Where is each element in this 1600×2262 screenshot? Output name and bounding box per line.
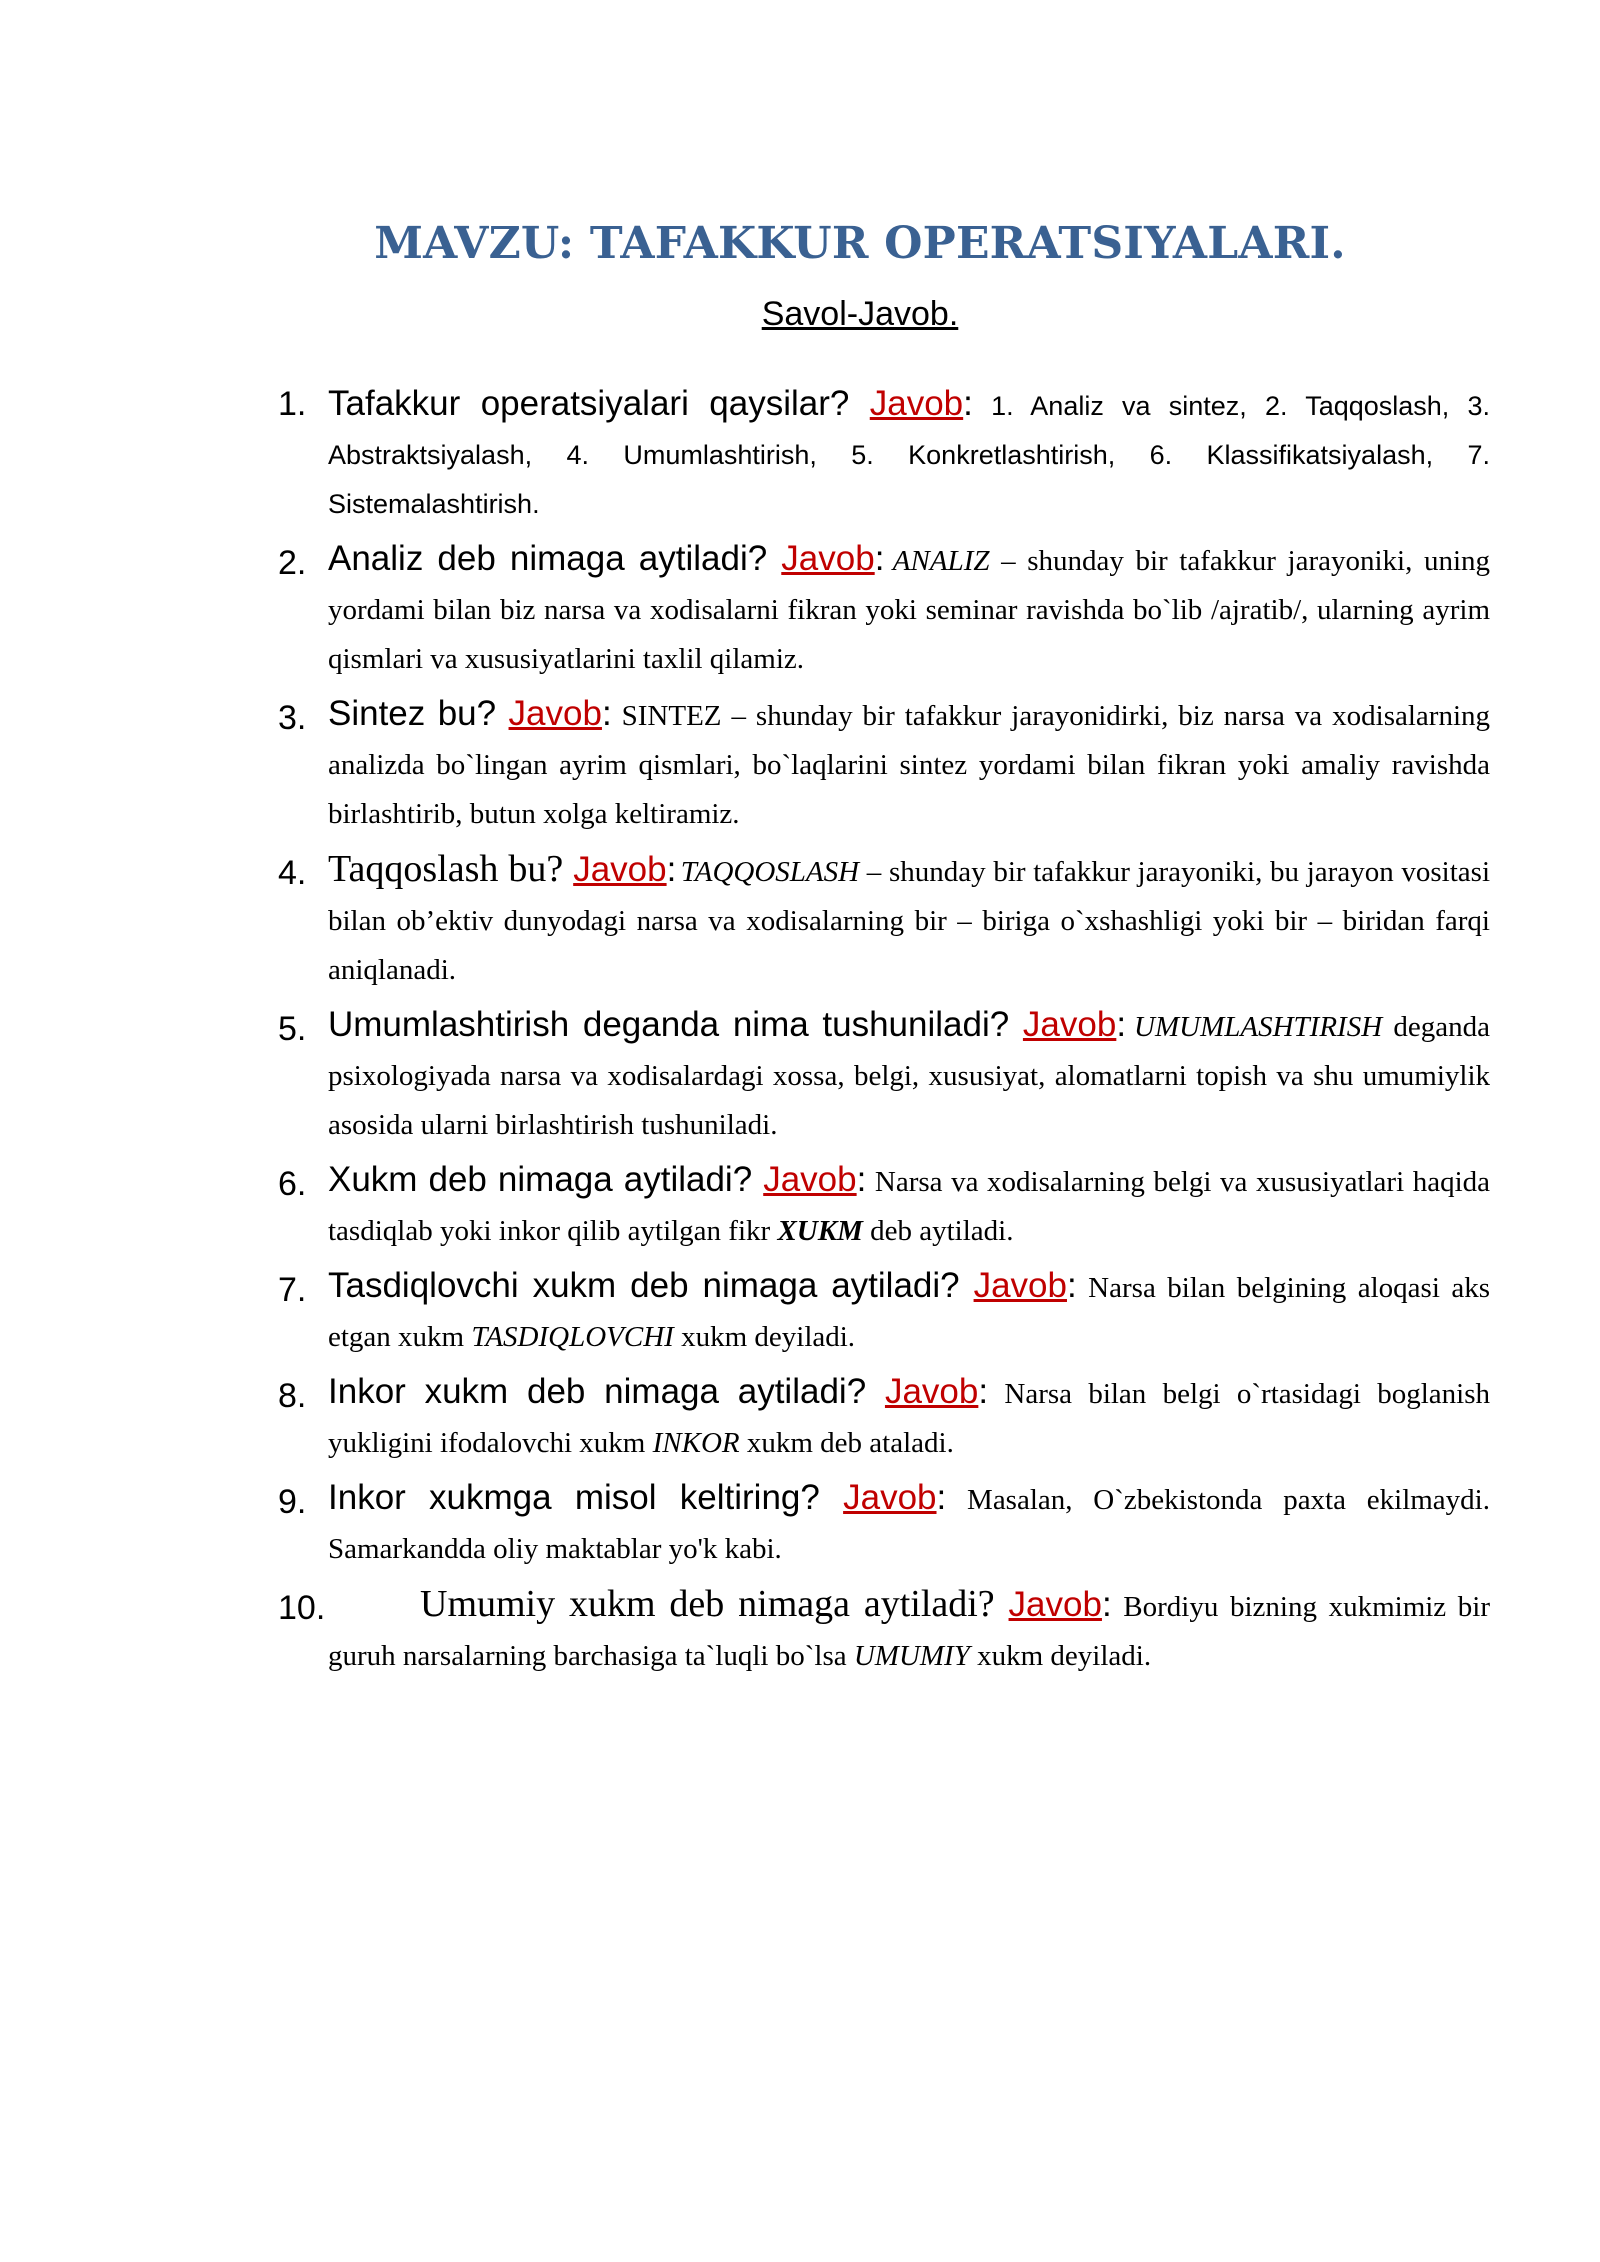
question: Umumlashtirish deganda nima tushuniladi? — [328, 1005, 1023, 1044]
answer: Narsa bilan belgining aloqasi aks etgan xukm — [328, 1272, 1490, 1353]
colon: : — [1066, 1266, 1077, 1305]
answer: Masalan, O`zbekistonda paxta ekilmaydi. Samarkandda oliy maktablar yo'k kabi. — [328, 1484, 1490, 1565]
colon: : — [1116, 1005, 1127, 1044]
qa-list — [270, 378, 1490, 1689]
qa-item-6 — [270, 1158, 1490, 1258]
colon: : — [963, 384, 973, 423]
answer-tail: xukm deyiladi. — [673, 1321, 856, 1353]
colon: : — [936, 1478, 947, 1517]
item-number: 7. — [278, 1271, 307, 1309]
question: Tasdiqlovchi xukm deb nimaga aytiladi? — [328, 1266, 974, 1305]
colon: : — [1101, 1585, 1112, 1624]
question: Umumiy xukm deb nimaga aytiladi? — [420, 1583, 1009, 1625]
answer: Narsa va xodisalarning belgi va xususiyatlari haqida tasdiqlab yoki inkor qilib aytilgan fikr — [328, 1166, 1491, 1247]
javob-label: Javob — [973, 1266, 1067, 1305]
question: Tafakkur operatsiyalari qaysilar? — [328, 384, 870, 423]
answer-term: ANALIZ — [892, 545, 990, 577]
javob-label: Javob — [781, 539, 875, 578]
colon: : — [601, 694, 612, 733]
javob-label: Javob — [884, 1372, 979, 1411]
answer: Narsa bilan belgi o`rtasidagi boglanish yukligini ifodalovchi xukm — [328, 1378, 1490, 1459]
answer-term: UMUMIY — [853, 1640, 970, 1672]
answer: – shunday bir tafakkur jarayoniki, uning yordami bilan biz narsa va xodisalarni fikran yoki seminar ravishda bo`lib /ajratib/, ularning ayrim qismlari va xususiyatlarini taxlil qilamiz. — [328, 545, 1491, 675]
item-number: 9. — [278, 1483, 307, 1521]
javob-label: Javob — [763, 1160, 857, 1199]
qa-item-10 — [270, 1582, 1490, 1683]
qa-item-7 — [270, 1264, 1490, 1364]
qa-item-3 — [270, 692, 1490, 841]
qa-item-4 — [270, 847, 1490, 997]
item-number: 5. — [278, 1010, 307, 1048]
answer-tail: xukm deb ataladi. — [739, 1427, 954, 1459]
item-number: 6. — [278, 1165, 307, 1203]
colon: : — [978, 1372, 989, 1411]
item-number: 10. — [278, 1589, 326, 1627]
answer: SINTEZ – shunday bir tafakkur jarayonidirki, biz narsa va xodisalarning analizda bo`lingan ayrim qismlari, bo`laqlarini sintez yordami bilan fikran yoki amaliy ravishda birlashtirib, butun xolga keltiramiz. — [328, 700, 1490, 830]
colon: : — [874, 539, 885, 578]
javob-label: Javob — [1008, 1585, 1102, 1624]
javob-label: Javob — [573, 850, 667, 889]
item-number: 2. — [278, 544, 307, 582]
answer-term: UMUMLASHTIRISH — [1134, 1011, 1383, 1043]
answer: 1. Analiz va sintez, 2. Taqqoslash, 3. Abstraktsiyalash, 4. Umumlashtirish, 5. Konkretlashtirish, 6. Klassifikatsiyalash, 7. Sistemalashtirish. — [328, 391, 1490, 519]
answer: Bordiyu bizning xukmimiz bir guruh narsalarning barchasiga ta`luqli bo`lsa — [328, 1591, 1491, 1672]
answer-tail: deb aytiladi. — [862, 1215, 1014, 1247]
page-title: MAVZU: TAFAKKUR OPERATSIYALARI. — [374, 218, 1346, 269]
answer-term: INKOR — [652, 1427, 740, 1459]
item-number: 1. — [278, 385, 307, 423]
javob-label: Javob — [1022, 1005, 1117, 1044]
javob-label: Javob — [869, 384, 964, 423]
qa-item-9 — [270, 1476, 1490, 1576]
question: Analiz deb nimaga aytiladi? — [328, 539, 782, 578]
qa-item-1 — [270, 378, 1490, 531]
qa-item-5 — [270, 1003, 1490, 1152]
question: Sintez bu? — [328, 694, 509, 733]
item-number: 8. — [278, 1377, 307, 1415]
answer: deganda psixologiyada narsa va xodisalardagi xossa, belgi, xususiyat, alomatlarni topish va shu umumiylik asosida ularni birlashtirish tushuniladi. — [328, 1011, 1490, 1141]
answer: – shunday bir tafakkur jarayoniki, bu jarayon vositasi bilan ob’ektiv dunyodagi narsa va xodisalarning bir – biriga o`xshashligi yoki bir – biridan farqi aniqlanadi. — [328, 856, 1491, 986]
answer-term: XUKM — [777, 1215, 863, 1247]
qa-item-8 — [270, 1370, 1490, 1470]
colon: : — [666, 850, 677, 889]
answer-term: TAQQOSLASH — [680, 856, 860, 888]
answer-term: TASDIQLOVCHI — [471, 1321, 674, 1353]
item-number: 4. — [278, 854, 307, 892]
answer-tail: xukm deyiladi. — [969, 1640, 1152, 1672]
item-number: 3. — [278, 699, 307, 737]
question: Inkor xukmga misol keltiring? — [328, 1478, 844, 1517]
qa-item-2 — [270, 537, 1490, 686]
page-subtitle: Savol-Javob. — [761, 295, 959, 333]
javob-label: Javob — [843, 1478, 937, 1517]
question: Inkor xukm deb nimaga aytiladi? — [328, 1372, 885, 1411]
question: Xukm deb nimaga aytiladi? — [328, 1160, 764, 1199]
question: Taqqoslash bu? — [328, 848, 574, 890]
colon: : — [856, 1160, 867, 1199]
javob-label: Javob — [508, 694, 602, 733]
